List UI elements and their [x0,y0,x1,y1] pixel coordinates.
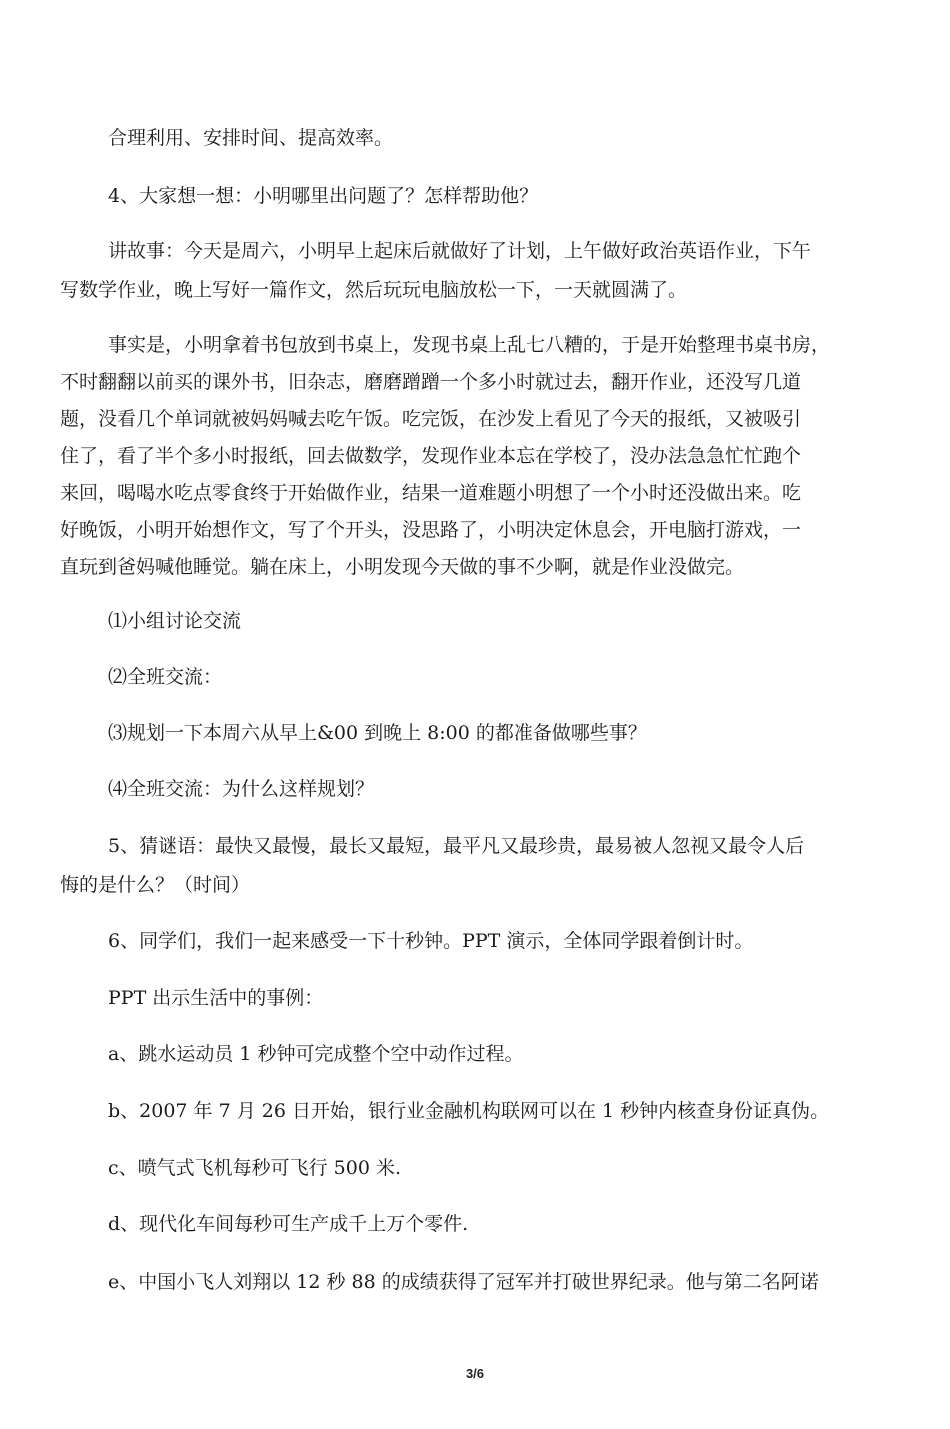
paragraph-line: PPT 出示生活中的事例： [108,987,324,1009]
paragraph-line: ⑵全班交流： [108,666,223,688]
paragraph-line: 题，没看几个单词就被妈妈喊去吃午饭。吃完饭，在沙发上看见了今天的报纸，又被吸引 [60,408,802,430]
page-number: 3/6 [465,1366,485,1381]
paragraph-line: ⑶规划一下本周六从早上&00 到晚上 8:00 的都准备做哪些事？ [108,722,647,744]
paragraph-line: 写数学作业，晚上写好一篇作文，然后玩玩电脑放松一下，一天就圆满了。 [60,279,688,301]
paragraph-line: e、中国小飞人刘翔以 12 秒 88 的成绩获得了冠军并打破世界纪录。他与第二名阿诺 [108,1271,819,1293]
paragraph-line: a、跳水运动员 1 秒钟可完成整个空中动作过程。 [108,1043,524,1065]
paragraph-line: 住了，看了半个多小时报纸，回去做数学，发现作业本忘在学校了，没办法急急忙忙跑个 [60,445,802,467]
paragraph-line: 讲故事：今天是周六，小明早上起床后就做好了计划，上午做好政治英语作业，下午 [108,240,812,262]
paragraph-line: d、现代化车间每秒可生产成千上万个零件. [108,1213,469,1235]
paragraph-line: 6、同学们，我们一起来感受一下十秒钟。PPT 演示，全体同学跟着倒计时。 [108,930,754,952]
paragraph-line: b、2007 年 7 月 26 日开始，银行业金融机构联网可以在 1 秒钟内核查身份证真伪。 [108,1100,830,1122]
paragraph-line: 直玩到爸妈喊他睡觉。躺在床上，小明发现今天做的事不少啊，就是作业没做完。 [60,556,745,578]
paragraph-line: 事实是，小明拿着书包放到书桌上，发现书桌上乱七八糟的，于是开始整理书桌书房， [108,334,831,356]
paragraph-line: 来回，喝喝水吃点零食终于开始做作业，结果一道难题小明想了一个小时还没做出来。吃 [60,482,802,504]
paragraph-line: c、喷气式飞机每秒可飞行 500 米. [108,1157,402,1179]
paragraph-line: ⑴小组讨论交流 [108,610,242,632]
paragraph-line: 5、猜谜语：最快又最慢，最长又最短，最平凡又最珍贵，最易被人忽视又最令人后 [108,835,805,857]
paragraph-line: 4、大家想一想：小明哪里出问题了？怎样帮助他？ [108,185,539,207]
paragraph-line: ⑷全班交流：为什么这样规划？ [108,778,375,800]
paragraph-line: 悔的是什么？（时间） [60,874,251,896]
paragraph-line: 好晚饭，小明开始想作文，写了个开头，没思路了，小明决定休息会，开电脑打游戏，一 [60,519,802,541]
paragraph-line: 合理利用、安排时间、提高效率。 [108,127,394,149]
paragraph-line: 不时翻翻以前买的课外书，旧杂志，磨磨蹭蹭一个多小时就过去，翻开作业，还没写几道 [60,371,802,393]
